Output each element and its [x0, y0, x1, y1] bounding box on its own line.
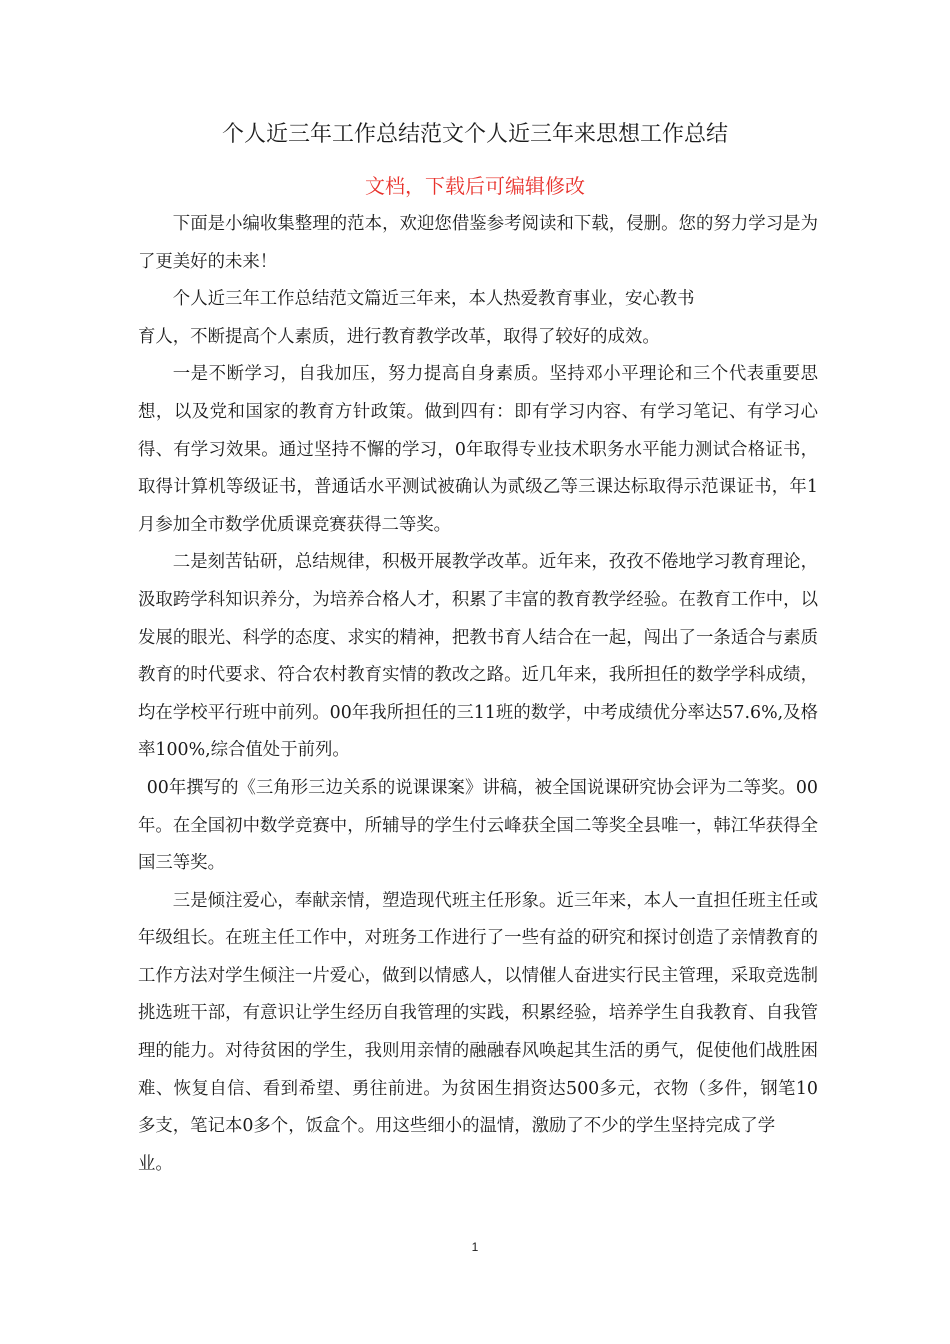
document-subtitle: 文档，下载后可编辑修改 — [365, 174, 585, 198]
paragraph-opening-line1: 个人近三年工作总结范文篇近三年来，本人热爱教育事业，安心教书 — [172, 289, 695, 310]
paragraph-opening — [138, 281, 818, 356]
paragraph-intro: 下面是小编收集整理的范本，欢迎您借鉴参考阅读和下载，侵删。您的努力学习是为了更美好的未来！ — [138, 214, 818, 272]
paragraph-awards: 00年撰写的《三角形三边关系的说课课案》讲稿，被全国说课研究协会评为二等奖。00年。在全国初中数学竞赛中，所辅导的学生付云峰获全国二等奖全县唯一，韩江华获得全国三等奖。 — [138, 777, 818, 874]
paragraph-point-one: 一是不断学习，自我加压，努力提高自身素质。坚持邓小平理论和三个代表重要思想，以及党和国家的教育方针政策。做到四有：即有学习内容、有学习笔记、有学习心得、有学习效果。通过坚持不懈的学习，0年取得专业技术职务水平能力测试合格证书，取得计算机等级证书，普通话水平测试被确认为贰级乙等三课达标取得示范课证书，年1月参加全市数学优质课竞赛获得二等奖。 — [138, 364, 818, 535]
paragraph-opening-line2: 育人，不断提高个人素质，进行教育教学改革，取得了较好的成效。 — [138, 326, 660, 347]
paragraph-point-three-end: 业。 — [138, 1153, 173, 1174]
document-title: 个人近三年工作总结范文个人近三年来思想工作总结 — [221, 122, 728, 147]
paragraph-point-three — [138, 883, 818, 1184]
paragraph-point-two: 二是刻苦钻研，总结规律，积极开展教学改革。近年来，孜孜不倦地学习教育理论，汲取跨学科知识养分，为培养合格人才，积累了丰富的教育教学经验。在教育工作中，以发展的眼光、科学的态度、求实的精神，把教书育人结合在一起，闯出了一条适合与素质教育的时代要求、符合农村教育实情的教改之路。近几年来，我所担任的数学学科成绩，均在学校平行班中前列。00年我所担任的三11班的数学，中考成绩优分率达57.6%,及格率100%,综合值处于前列。 — [138, 552, 818, 761]
paragraph-point-three-text: 三是倾注爱心，奉献亲情，塑造现代班主任形象。近三年来，本人一直担任班主任或年级组长。在班主任工作中，对班务工作进行了一些有益的研究和探讨创造了亲情教育的工作方法对学生倾注一片爱心，做到以情感人，以情催人奋进实行民主管理，采取竞选制挑选班干部，有意识让学生经历自我管理的实践，积累经验，培养学生自我教育、自我管理的能力。对待贫困的学生，我则用亲情的融融春风唤起其生活的勇气，促使他们战胜困难、恢复自信、看到希望、勇往前进。为贫困生捐资达500多元，衣物（多件，钢笔10多支，笔记本0多个，饭盒个。用这些细小的温情，激励了不少的学生坚持完成了学 — [138, 890, 818, 1137]
page-number: 1 — [471, 1240, 479, 1254]
document-body — [138, 206, 818, 1183]
